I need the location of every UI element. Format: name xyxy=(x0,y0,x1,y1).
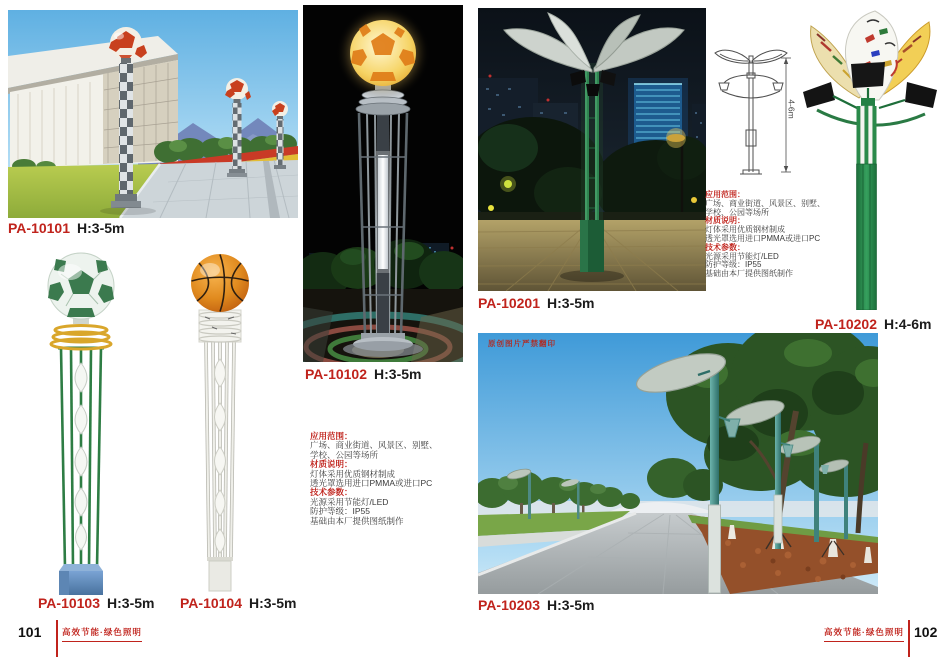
illustration-pa-10202 xyxy=(795,8,947,310)
product-code: PA-10104 xyxy=(180,595,243,611)
petal-spotlight-pole-graphic xyxy=(795,8,947,310)
spec-line: 透光罩选用进口PMMA或进口PC xyxy=(310,478,433,489)
spec-heading-tech: 技术参数： xyxy=(705,242,745,252)
product-label-pa-10104 xyxy=(180,595,296,611)
spec-heading-application: 应用范围： xyxy=(705,190,745,199)
footer-slogan-left: 高效节能·绿色照明 xyxy=(62,626,142,642)
product-label-pa-10203 xyxy=(478,597,594,613)
soccer-ball-pole-graphic xyxy=(28,252,143,597)
spec-line: 学校、公园等场所 xyxy=(705,207,769,217)
product-height: H:3-5m xyxy=(547,295,595,311)
night-football-lamp-scene xyxy=(303,5,463,362)
photo-pa-10102 xyxy=(303,5,463,362)
daytime-plaza-scene xyxy=(8,10,298,218)
product-height: H:3-5m xyxy=(374,366,422,382)
spec-heading-tech: 技术参数： xyxy=(310,487,353,498)
technical-drawing-pa-10202 xyxy=(710,44,794,188)
spec-line: 学校、公园等场所 xyxy=(310,449,379,460)
photo-pa-10201 xyxy=(478,8,706,291)
product-code: PA-10101 xyxy=(8,220,71,236)
spec-line: 灯体采用优质钢材制成 xyxy=(310,468,396,479)
illustration-pa-10103 xyxy=(28,252,143,597)
spec-line: 广场、商业街道、风景区、别墅、 xyxy=(310,440,438,451)
page-number-left: 101 xyxy=(18,624,42,640)
product-height: H:3-5m xyxy=(547,597,595,613)
spec-line: 透光罩选用进口PMMA或进口PC xyxy=(705,233,821,243)
product-label-pa-10103 xyxy=(38,595,154,611)
product-code: PA-10202 xyxy=(815,316,878,332)
avenue-leaf-lamp-scene xyxy=(478,333,878,594)
copyright-watermark: 原创图片严禁翻印 xyxy=(488,339,556,348)
product-code: PA-10201 xyxy=(478,295,541,311)
spec-line: 防护等级：IP55 xyxy=(705,260,762,270)
product-label-pa-10101 xyxy=(8,220,124,236)
spec-line: 光源采用节能灯/LED xyxy=(705,251,779,261)
footer-slogan-right: 高效节能·绿色照明 xyxy=(824,626,904,642)
product-code: PA-10203 xyxy=(478,597,541,613)
spec-heading-material: 材质说明： xyxy=(310,459,353,470)
product-label-pa-10201 xyxy=(478,295,594,311)
photo-pa-10203 xyxy=(478,333,878,594)
spec-line: 基础由本厂提供图纸制作 xyxy=(310,515,404,526)
product-height: H:4-6m xyxy=(884,316,932,332)
product-label-pa-10202 xyxy=(815,316,931,332)
night-petal-lamp-scene xyxy=(478,8,706,291)
product-code: PA-10103 xyxy=(38,595,101,611)
page-number-right: 102 xyxy=(914,624,938,640)
spec-heading-material: 材质说明： xyxy=(705,216,745,226)
spec-line: 基础由本厂提供图纸制作 xyxy=(705,269,793,279)
footer-rule-right xyxy=(908,620,910,657)
spec-heading-application: 应用范围： xyxy=(310,431,353,441)
spec-line: 光源采用节能灯/LED xyxy=(310,496,389,507)
spec-line: 防护等级：IP55 xyxy=(310,506,370,517)
basketball-pole-graphic xyxy=(168,253,273,595)
lamp-dimension-drawing xyxy=(710,44,794,188)
photo-pa-10101 xyxy=(8,10,298,218)
product-height: H:3-5m xyxy=(77,220,125,236)
footer-rule-left xyxy=(56,620,58,657)
dimension-label: 4-6m xyxy=(786,99,797,119)
spec-line: 广场、商业街道、风景区、别墅、 xyxy=(705,198,825,208)
product-height: H:3-5m xyxy=(107,595,155,611)
illustration-pa-10104 xyxy=(168,253,273,595)
product-label-pa-10102 xyxy=(305,366,421,382)
spec-line: 灯体采用优质钢材制成 xyxy=(705,225,785,235)
product-height: H:3-5m xyxy=(249,595,297,611)
spec-block-left-page xyxy=(310,432,438,526)
product-code: PA-10102 xyxy=(305,366,368,382)
